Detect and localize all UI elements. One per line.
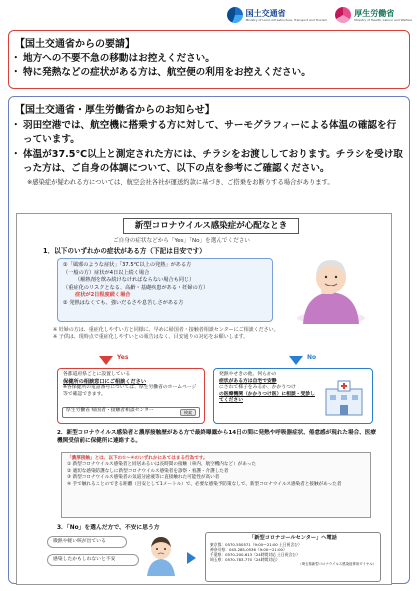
mlit-logo <box>227 7 328 23</box>
request-item: ・ 特に発熱などの症状がある方は、航空便の利用をお控えください。 <box>9 66 409 80</box>
mlit-emblem-icon <box>227 7 243 23</box>
yes-box-line: 保健所の相談窓口にご相談ください <box>63 378 147 385</box>
symptom-line: ② 発熱はなくても、強いだるさや息苦しさがある方 <box>63 299 184 306</box>
definition-line: ④ 手で触れることのできる距離（目安として1メートル）で、必要な感染予防策なしで、新型コロナウイルス感染者と接触があった者 <box>67 481 342 487</box>
call-center-line: 千葉県：0570-200-613（24時間対応 土日祝含む） <box>210 552 300 557</box>
no-box-line: の医療機関（かかりつけ医）に相談・受診してください <box>219 391 315 404</box>
no-arrow-icon <box>289 356 303 365</box>
header-logos <box>227 2 412 28</box>
worried-person-icon <box>141 534 181 576</box>
search-input[interactable] <box>62 407 200 418</box>
request-title: 【国土交通省からの要請】 <box>15 39 135 50</box>
section-3-text: 3．「No」を選んだ方で、不安に思う方 <box>57 525 160 531</box>
worry-bubble: 微熱や軽い咳が出ている <box>47 536 127 548</box>
no-box-line: 症状がある方は自宅で安静 <box>219 378 277 384</box>
symptom-line: ①「風邪のような症状」「37.5℃以上の発熱」がある方 <box>63 262 192 268</box>
notice-title: 【国土交通省・厚生労働省からのお知らせ】 <box>15 105 215 116</box>
mlit-logo-text: 国土交通省 <box>245 8 286 18</box>
yes-box-line: 各都道府県ごとに設置している <box>63 372 131 377</box>
mhlw-logo <box>335 7 412 23</box>
yes-arrow-icon <box>99 356 113 365</box>
no-label: No <box>307 354 317 361</box>
search-text: 厚生労働省 帰国者・接触者相談センター <box>66 408 154 413</box>
symptom-line: （一般の方）症状が4日以上続く場合 <box>63 269 150 276</box>
search-button[interactable]: 検索 <box>180 409 196 416</box>
mhlw-logo-en: Ministry of Health, Labour and Welfare <box>354 17 412 22</box>
flyer-notes <box>53 327 373 341</box>
flyer-subtitle: ご自身の症状などから「Yes」「No」を選んでください <box>113 238 250 244</box>
yes-box-line: ※各保健所の電話番号については、厚生労働省のホームページ等で確認できます。 <box>63 385 197 397</box>
yes-label: Yes <box>117 354 129 361</box>
notice-item: ・ 体温が37.5℃以上と測定された方には、チラシをお渡ししております。チラシを受け取った方は、ご自身の体調について、以下の点を参考にご確認ください。 <box>9 148 409 175</box>
call-center-footer: （埼玉県新型コロナウイルス感染症専用ダイヤル） <box>298 562 376 566</box>
notice-footnote: ※感染症が疑われる方については、航空会社各社が運送約款に基づき、ご搭乗をお断りする場合があります。 <box>27 179 334 186</box>
flyer-note: ※ 妊婦の方は、重症化しやすい方と同様に、早めに帰国者・接触者相談センターにご相談ください。 <box>53 327 279 333</box>
flyer-note: ※ 子供は、現時点で重症化しやすいとの報告はなく、目安通りの対応をお願いします。 <box>53 334 249 340</box>
definition-line: ③ 新型コロナウイルス感染者の気道分泌液等に直接触れた可能性が高い者 <box>67 475 220 481</box>
definition-line: ② 適切な感染防護なしに新型コロナウイルス感染者を診察・看護・介護した者 <box>67 468 229 474</box>
yes-box <box>57 368 205 424</box>
call-center-line: 神奈川県：045-285-0536（9:00～21:00） <box>210 547 287 552</box>
covid-flyer <box>16 213 392 585</box>
flyer-title: 新型コロナウイルス感染症が心配なとき <box>123 218 299 234</box>
hospital-icon <box>322 379 366 417</box>
mlit-logo-en: Ministry of Land, Infrastructure, Transport and Tourism <box>245 17 328 22</box>
call-center-title: 「新型コロナコールセンター」へ電話 <box>249 535 337 541</box>
arrow-right-icon <box>187 552 196 564</box>
no-box-line: にされて様子をみるか、かかりつけ <box>219 385 296 391</box>
call-center-line: 埼玉県：0570-783-770（24時間対応） <box>210 557 280 562</box>
definition-line: 「濃厚接触」とは、以下の①～④のいずれかにあてはまる行為です。 <box>67 456 208 461</box>
coughing-person-icon <box>285 254 369 324</box>
symptom-box <box>57 258 273 322</box>
symptom-line: （解熱剤を飲み続けなければならない場合も同じ） <box>75 277 195 284</box>
mlit-request-box <box>8 30 410 89</box>
no-box <box>213 368 373 424</box>
call-center-box <box>205 532 381 582</box>
notice-item: ・ 羽田空港では、航空機に搭乗する方に対して、サーモグラフィーによる体温の確認を行っています。 <box>9 119 409 146</box>
close-contact-definition-box <box>61 452 371 518</box>
definition-line: ① 新型コロナウイルス感染者と同居あるいは長時間の接触（車内、航空機内など）があった <box>67 462 257 468</box>
no-box-line: 発熱やせきの他、何らかの <box>219 372 277 377</box>
mhlw-logo-text: 厚生労働省 <box>354 8 395 18</box>
symptom-line: 症状が2日程度続く場合 <box>75 292 131 299</box>
mhlw-emblem-icon <box>335 7 351 23</box>
worry-bubble: 感染したかもしれないと不安 <box>47 554 139 566</box>
call-center-line: 東京都：0570-550571（9:00～21:00 土日祝含む） <box>210 542 302 547</box>
symptom-line: （重症化のリスクとなる、高齢・基礎疾患がある・妊婦の方） <box>63 284 209 291</box>
flyer-question-1: 1．以下のいずれかの症状がある方（下記は目安です） <box>43 247 206 255</box>
section-2-text: 2．新型コロナウイルス感染者と濃厚接触歴がある方で最終曝露から14日の間に発熱や呼吸器症状、倦怠感が現れた場合、医療機関受信前に保健所に連絡する。 <box>57 430 376 444</box>
request-item: ・ 地方への不要不急の移動はお控えください。 <box>9 52 409 66</box>
